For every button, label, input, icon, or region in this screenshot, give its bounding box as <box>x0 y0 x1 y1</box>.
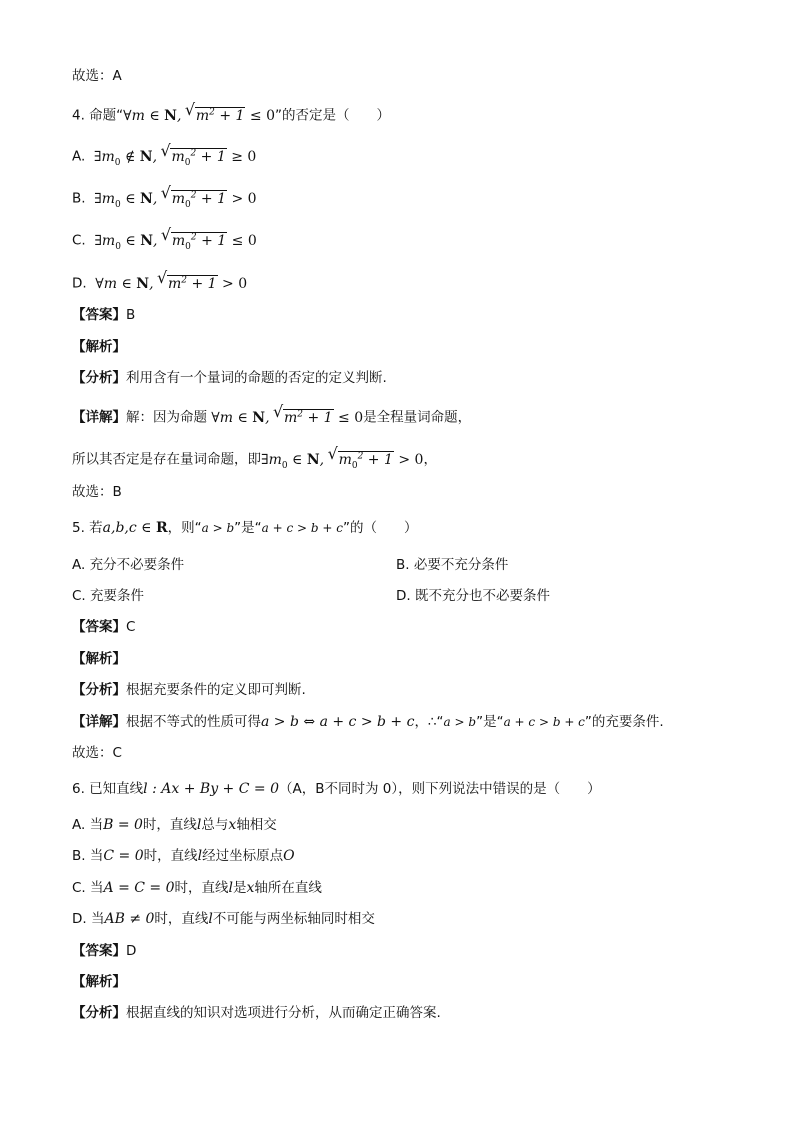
option-label: B. <box>72 190 86 207</box>
stem-text: 4. 命题“ <box>72 107 124 124</box>
analysis-text: 利用含有一个量词的命题的否定的定义判断. <box>126 370 387 386</box>
analysis-line <box>72 1003 441 1023</box>
text-line: 故选：C <box>72 745 122 761</box>
option-label: C. <box>72 232 86 249</box>
stem-text: （A，B不同时为 0），则下列说法中错误的是（ ） <box>278 781 601 797</box>
formula: x <box>246 880 255 896</box>
stem-text: ，则“ <box>167 520 202 536</box>
formula: a > b ⇔ a + c > b + c <box>261 714 415 730</box>
option-label: D. <box>72 275 87 292</box>
formula: l <box>196 817 202 833</box>
option-text: A. 当 <box>72 817 104 833</box>
formula: l <box>197 848 203 864</box>
formula: l : Ax + By + C = 0 <box>143 781 279 797</box>
option-text: 时，直线 <box>154 911 209 927</box>
formula: B = 0 <box>103 817 143 833</box>
option-text: D. 当 <box>72 911 105 927</box>
answer-value: D <box>126 943 137 959</box>
formula: ∀m ∈ N, √ $m^2 + 1 > 0$ <box>95 276 247 292</box>
formula: C = 0 <box>103 848 144 864</box>
formula: $\exists m_0$ ∉ N, √ $m_0^2 + 1 \ge 0$ <box>94 149 256 165</box>
analysis-heading: 【解析】 <box>72 339 126 355</box>
analysis-line <box>72 680 306 700</box>
question-4-stem <box>72 102 390 126</box>
detail-text: 解：因为命题 <box>126 409 207 426</box>
analysis-text: 根据充要条件的定义即可判断. <box>126 682 306 698</box>
option-b <box>72 846 295 866</box>
text-line: 故选：A <box>72 68 122 84</box>
option-text: 时，直线 <box>174 880 229 896</box>
option-d: D. 既不充分也不必要条件 <box>396 588 550 604</box>
formula: O <box>283 848 295 864</box>
analysis-heading: 【解析】 <box>72 974 126 990</box>
formula: a,b,c ∈ R <box>102 520 168 536</box>
option-b <box>72 185 257 214</box>
option-text: 轴相交 <box>236 817 277 833</box>
formula: x <box>228 817 237 833</box>
detail-text: ， <box>423 451 437 468</box>
detail-tag: 【详解】 <box>72 714 126 730</box>
stem-text: ”的否定是（ ） <box>275 107 390 124</box>
formula: $\exists m_0$ ∈ N, √ $m_0^2 + 1 > 0$ <box>94 191 256 207</box>
answer-value: B <box>126 307 136 323</box>
option-text: 不可能与两坐标轴同时相交 <box>212 911 375 927</box>
option-a: A. 充分不必要条件 <box>72 557 185 573</box>
option-c <box>72 878 322 898</box>
stem-text: 6. 已知直线 <box>72 781 144 797</box>
option-text: 时，直线 <box>143 848 198 864</box>
formula: l <box>228 880 233 896</box>
answer-line <box>72 305 135 325</box>
answer-tag: 【答案】 <box>72 619 126 635</box>
question-6-stem <box>72 779 601 799</box>
analysis-tag: 【分析】 <box>72 682 126 698</box>
option-text: C. 当 <box>72 880 104 896</box>
answer-tag: 【答案】 <box>72 943 126 959</box>
formula: ∀m ∈ N, √ $m^2 + 1 \le 0$ <box>211 410 363 426</box>
detail-text: ，∴“ <box>414 714 444 730</box>
formula: ∀m ∈ N, √ $m^2 + 1 \le 0$ <box>123 108 275 124</box>
formula: a > b <box>201 521 235 535</box>
analysis-tag: 【分析】 <box>72 1005 126 1021</box>
detail-text: 所以其否定是存在量词命题，即 <box>72 451 261 468</box>
option-c <box>72 227 257 256</box>
option-b: B. 必要不充分条件 <box>396 557 509 573</box>
stem-text: ”的（ ） <box>343 520 418 536</box>
analysis-tag: 【分析】 <box>72 370 126 386</box>
stem-text: 5. 若 <box>72 520 103 536</box>
formula: A = C = 0 <box>103 880 175 896</box>
option-text: B. 当 <box>72 848 104 864</box>
answer-value: C <box>126 619 136 635</box>
formula: a + c > b + c <box>261 521 343 535</box>
detail-text: ”的充要条件. <box>584 714 664 730</box>
formula: a > b <box>443 715 477 729</box>
option-d <box>72 909 375 929</box>
option-label: A. <box>72 148 86 165</box>
formula: AB ≠ 0 <box>104 911 155 927</box>
option-text: 总与 <box>201 817 229 833</box>
detail-line <box>72 446 437 475</box>
option-text: 是 <box>233 880 247 896</box>
detail-line <box>72 712 664 732</box>
question-5-stem <box>72 518 418 538</box>
formula: l <box>208 911 213 927</box>
option-text: 经过坐标原点 <box>202 848 284 864</box>
detail-text: 根据不等式的性质可得 <box>126 714 261 730</box>
option-d <box>72 270 247 294</box>
analysis-line <box>72 368 387 388</box>
text-line: 故选：B <box>72 484 122 500</box>
option-c: C. 充要条件 <box>72 588 145 604</box>
detail-text: 是全程量词命题， <box>363 409 472 426</box>
formula: a + c > b + c <box>503 715 585 729</box>
stem-text: ”是“ <box>234 520 262 536</box>
formula: $\exists m_0$ ∈ N, √ $m_0^2 + 1 \le 0$ <box>94 233 256 249</box>
formula: $\exists m_0$ ∈ N, √ $m_0^2 + 1 > 0$ <box>261 452 423 468</box>
detail-text: ”是“ <box>476 714 504 730</box>
analysis-heading: 【解析】 <box>72 651 126 667</box>
detail-line <box>72 404 471 428</box>
option-a <box>72 815 277 835</box>
option-text: 轴所在直线 <box>254 880 322 896</box>
option-text: 时，直线 <box>142 817 197 833</box>
answer-tag: 【答案】 <box>72 307 126 323</box>
answer-line <box>72 941 136 961</box>
analysis-text: 根据直线的知识对选项进行分析，从而确定正确答案. <box>126 1005 441 1021</box>
option-a <box>72 143 256 172</box>
answer-line <box>72 617 135 637</box>
detail-tag: 【详解】 <box>72 409 126 426</box>
